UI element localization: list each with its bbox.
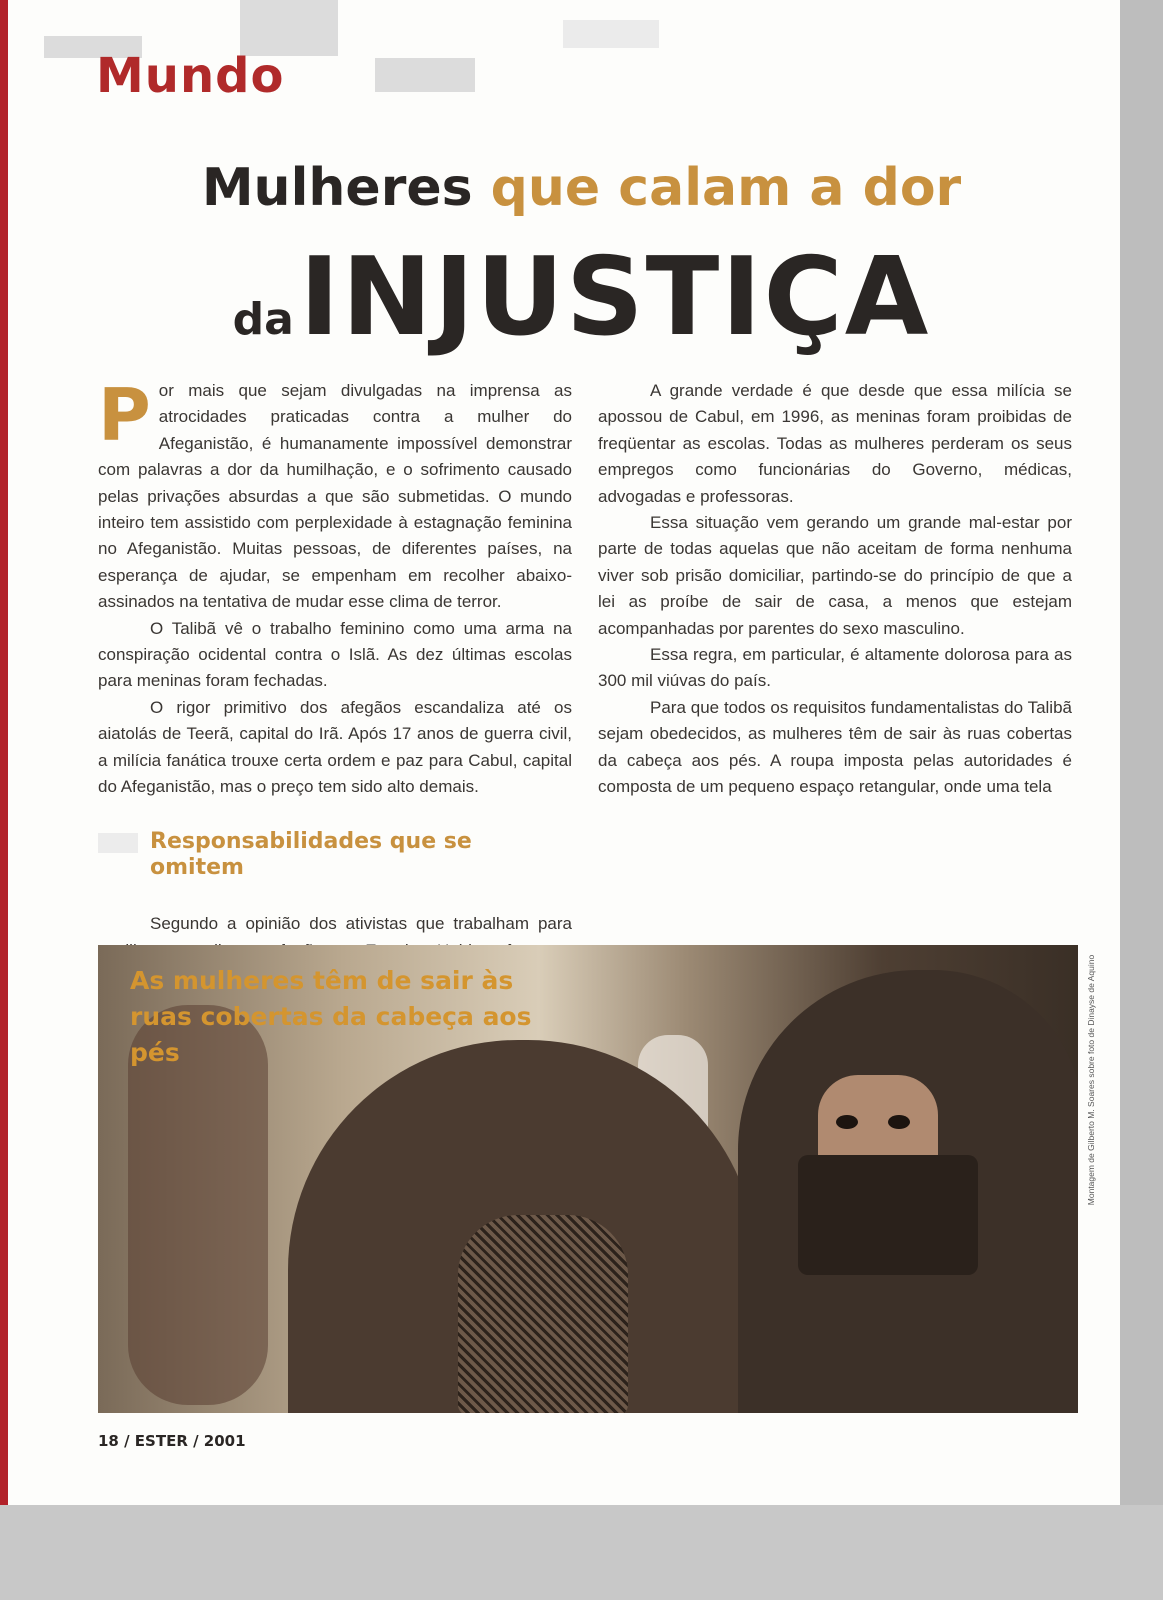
article-paragraph: O rigor primitivo dos afegãos escandaliza até os aiatolás de Teerã, capital do Irã. Após 17 anos de guerra civil, a milícia fanática trouxe certa ordem e paz para Cabul, capital do Afeganistão, mas o preço tem sido alto demais. bbox=[98, 697, 572, 797]
scan-background bbox=[0, 1505, 1163, 1600]
headline-gold-part: que calam a dor bbox=[490, 158, 962, 218]
article-photo bbox=[98, 945, 1078, 1413]
headline-small-word: da bbox=[232, 294, 294, 345]
headline-line-1 bbox=[0, 158, 1163, 218]
headline-line-2 bbox=[0, 235, 1163, 360]
headline-dark-part: Mulheres bbox=[201, 158, 473, 218]
scan-artifact bbox=[375, 58, 475, 92]
article-paragraph: Para que todos os requisitos fundamentalistas do Talibã sejam obedecidos, as mulheres têm de sair às ruas cobertas da cabeça aos pés. A roupa imposta pelas autoridades é composta de um pequeno espaço retangular, onde uma tela bbox=[598, 697, 1072, 797]
eye bbox=[836, 1115, 858, 1129]
drop-cap: P bbox=[98, 373, 151, 457]
page-folio: 18 / ESTER / 2001 bbox=[98, 1432, 246, 1450]
article-subhead: Responsabilidades que se omitem bbox=[150, 829, 572, 882]
article-paragraph: O Talibã vê o trabalho feminino como uma arma na conspiração ocidental contra o Islã. As dez últimas escolas para meninas foram fechadas. bbox=[98, 618, 572, 691]
article-paragraph: A grande verdade é que desde que essa milícia se apossou de Cabul, em 1996, as meninas foram proibidas de freqüentar as escolas. Todas as mulheres perderam os seus empregos como funcionárias do Governo, médicas, advogadas e professoras. bbox=[598, 381, 1072, 506]
photo-caption: As mulheres têm de sair às ruas cobertas da cabeça aos pés bbox=[130, 966, 532, 1067]
article-paragraph: Essa situação vem gerando um grande mal-estar por parte de todas aquelas que não aceitam de forma nenhuma viver sob prisão domiciliar, partindo-se do princípio de que a lei as proíbe de sair de casa, a menos que estejam acompanhadas por parentes do sexo masculino. bbox=[598, 513, 1072, 638]
photo-credit bbox=[1080, 945, 1102, 1215]
article-column-right bbox=[598, 378, 1072, 801]
article-column-left bbox=[98, 373, 572, 964]
page-spine bbox=[0, 0, 8, 1505]
article-paragraph: Essa regra, em particular, é altamente dolorosa para as 300 mil viúvas do país. bbox=[598, 645, 1072, 691]
article-paragraph: Segundo a opinião dos ativistas que trabalham para bbox=[150, 914, 572, 934]
photo-credit-text: Montagem de Gilberto M. Soares sobre foto de Dinayse de Aquino bbox=[1086, 954, 1096, 1206]
paragraph-text: or mais que sejam divulgadas na imprensa as atrocidades praticadas contra a mulher do Afeganistão, é humanamente impossível demonstrar com palavras a dor da humilhação, e o sofrimento causado pelas privações absurdas a que são submetidas. O mundo inteiro tem assistido com perplexidade à estagnação feminina no Afeganistão. Muitas pessoas, de diferentes países, na esperança de ajudar, se empenham em recolher abaixo-assinados na tentativa de mudar esse clima de terror. bbox=[98, 381, 572, 612]
burqa-mesh bbox=[458, 1215, 628, 1413]
eye bbox=[888, 1115, 910, 1129]
section-label: Mundo bbox=[96, 48, 285, 104]
article-paragraph bbox=[98, 373, 572, 616]
headline-big-word: INJUSTIÇA bbox=[299, 235, 931, 360]
niqab-veil bbox=[798, 1155, 978, 1275]
scan-artifact bbox=[563, 20, 659, 48]
